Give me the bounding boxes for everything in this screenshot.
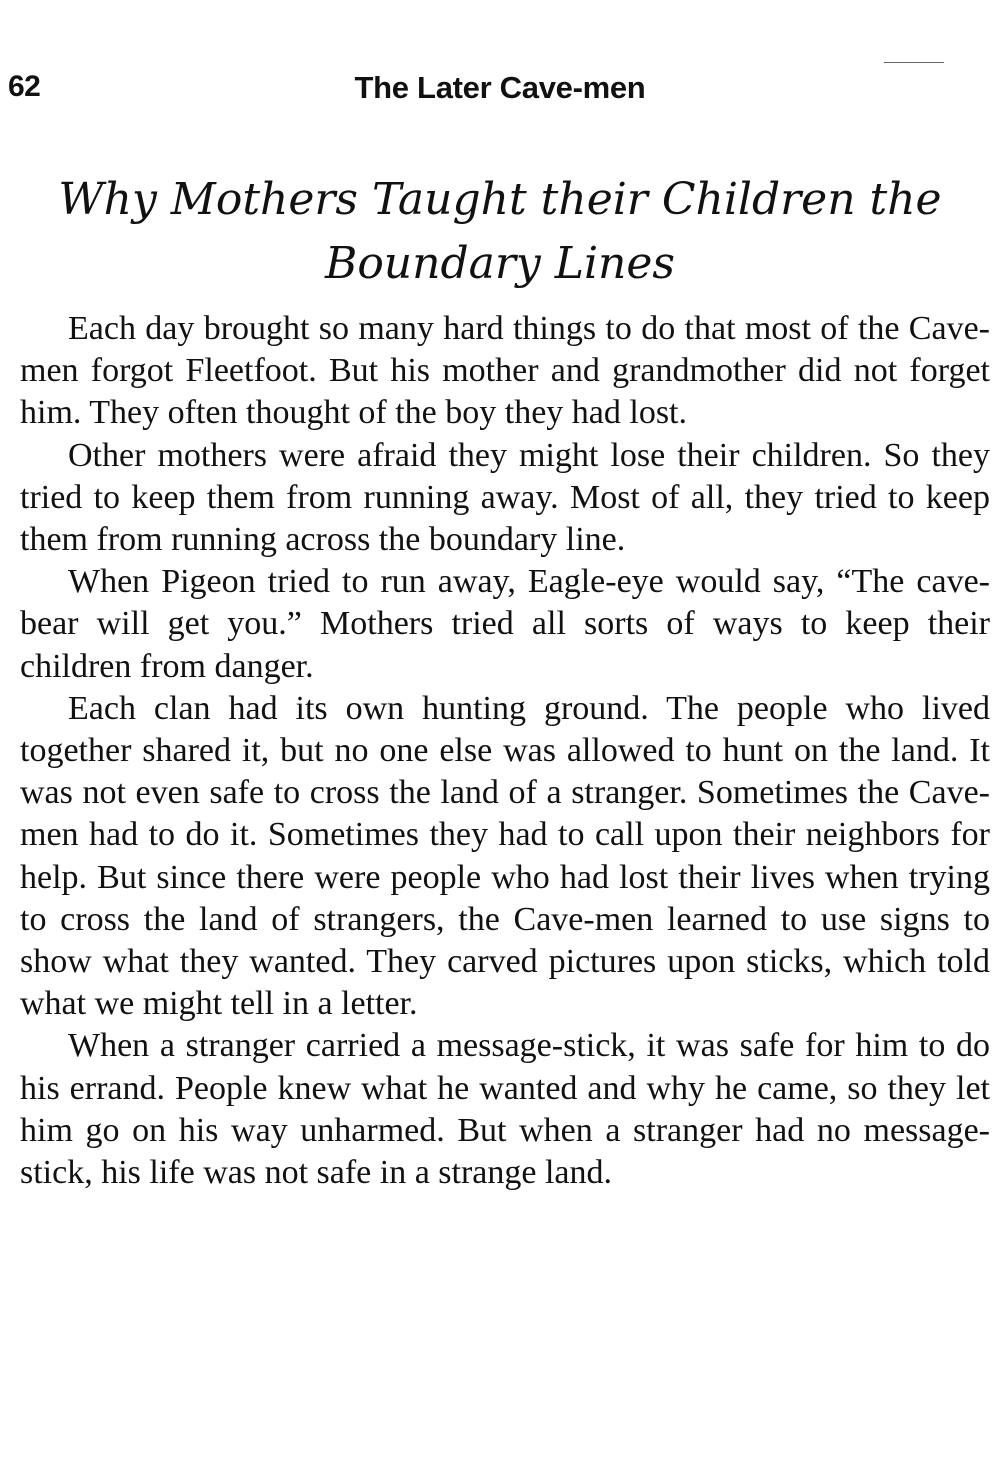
paragraph: When a stranger carried a message-stick, it was safe for him to do his errand. People knew what he wanted and why he came, so they let him go on his way unharmed. But when a stranger had no message-stick, his life was not safe in a strange land. <box>20 1027 990 1192</box>
chapter-title: Why Mothers Taught their Children the Boundary Lines <box>58 174 942 289</box>
running-title: The Later Cave-men <box>354 70 646 105</box>
body-text <box>20 308 990 1194</box>
page-number: 62 <box>8 70 41 103</box>
running-header <box>8 60 992 110</box>
paragraph: Each clan had its own hunting ground. The people who lived together shared it, but no one else was allowed to hunt on the land. It was not even safe to cross the land of a stranger. Sometimes the Cave-men had to do it. Sometimes they had to call upon their neighbors for help. But since there were people who had lost their lives when trying to cross the land of strangers, the Cave-men learned to use signs to show what they wanted. They carved pictures upon sticks, which told what we might tell in a letter. <box>20 689 990 1023</box>
paragraph: Other mothers were afraid they might lose their children. So they tried to keep them from running away. Most of all, they tried to keep them from running across the boundary line. <box>20 436 990 559</box>
paragraph: When Pigeon tried to run away, Eagle-eye would say, “The cave-bear will get you.” Mothers tried all sorts of ways to keep their children from danger. <box>20 563 990 685</box>
paragraph: Each day brought so many hard things to do that most of the Cave-men forgot Fleetfoot. But his mother and grandmother did not forget him. They often thought of the boy they had lost. <box>20 310 990 432</box>
header-rule <box>884 62 944 63</box>
